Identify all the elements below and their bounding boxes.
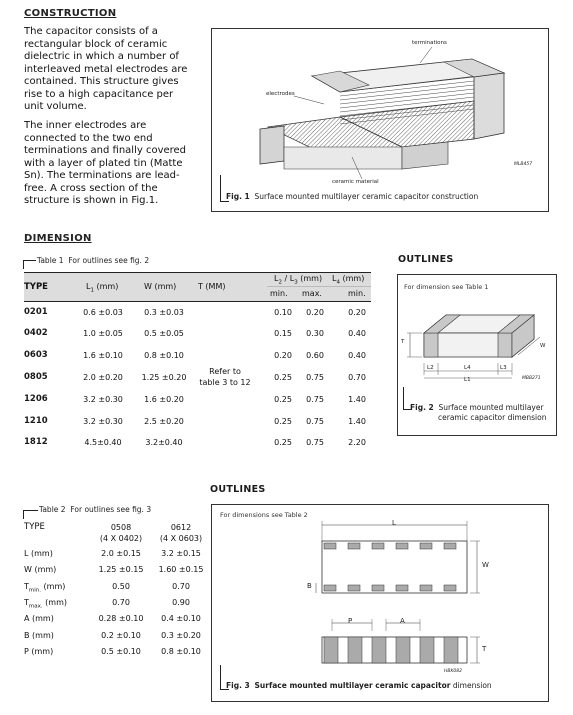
table1-value-cell: 0.70 (348, 373, 366, 382)
table1-type-cell: 1210 (24, 416, 48, 426)
table2-value-cell: 0.4 ±0.10 (161, 614, 201, 623)
fig2-label-l3: L3 (500, 365, 507, 371)
table1-value-cell: 0.25 (274, 438, 292, 447)
table1-value-cell: 3.2 ±0.30 (83, 395, 123, 404)
fig2-caption: Fig. 2 Surface mounted multilayer ceramic capacitor dimension (410, 403, 547, 422)
table1-value-cell: 0.75 (306, 417, 324, 426)
table1-value-cell: 0.15 (274, 329, 292, 338)
fig2-box (397, 274, 557, 436)
table1-value-cell: 1.40 (348, 395, 366, 404)
outlines-fig2-title: OUTLINES (398, 254, 454, 265)
table1-header-rule (24, 301, 371, 302)
table1-value-cell: 1.0 ±0.05 (83, 329, 123, 338)
table2-value-cell: 0.28 ±0.10 (98, 614, 144, 623)
fig1-code: MLB457 (514, 162, 533, 167)
table1-value-cell: 1.25 ±0.20 (141, 373, 187, 382)
table2-value-cell: 1.60 ±0.15 (158, 565, 204, 574)
table1-value-cell: 0.25 (274, 417, 292, 426)
table1-value-cell: 0.75 (306, 395, 324, 404)
fig3-label-p: P (348, 617, 353, 625)
table2-value-cell: 0.3 ±0.20 (161, 631, 201, 640)
table2-header-col2: 0612 (4 X 0603) (159, 523, 203, 543)
table1-value-cell: 3.2±0.40 (145, 438, 183, 447)
fig1-box (211, 28, 549, 212)
fig3-note: For dimensions see Table 2 (220, 511, 308, 519)
table2-value-cell: 0.70 (112, 598, 130, 607)
table1-type-cell: 0603 (24, 350, 48, 360)
table1-value-cell: 1.40 (348, 417, 366, 426)
construction-title: CONSTRUCTION (24, 8, 117, 19)
table2-value-cell: 0.50 (112, 582, 130, 591)
fig2-label-l1: L1 (464, 377, 471, 383)
construction-paragraph-2: The inner electrodes are connected to the two end terminations and finally covered with a layer of plated tin (Matte Sn). The terminations are lead- free. A cross section of the structure is shown in Fig.1. (24, 120, 187, 206)
table1-value-cell: 2.0 ±0.20 (83, 373, 123, 382)
table2-param-label: W (mm) (24, 565, 57, 574)
fig3-label-w: W (482, 561, 489, 569)
fig3-label-b: B (307, 582, 312, 590)
table1-top-rule (24, 272, 371, 273)
table1-value-cell: 0.40 (348, 351, 366, 360)
table1-value-cell: 0.30 (306, 329, 324, 338)
table1-value-cell: 3.2 ±0.30 (83, 417, 123, 426)
table1-value-cell: 4.5±0.40 (84, 438, 122, 447)
label-terminations: terminations (412, 40, 447, 46)
fig3-caption: Fig. 3 Surface mounted multilayer ceramic capacitor dimension (226, 681, 492, 690)
outline-fig3-drawing (212, 505, 548, 701)
table1-value-cell: 0.10 (274, 308, 292, 317)
table1-refer-note: Refer to table 3 to 12 (199, 367, 251, 387)
table2-param-label: L (mm) (24, 549, 53, 558)
fig2-label-l2: L2 (427, 365, 434, 371)
table2-value-cell: 1.25 ±0.15 (98, 565, 144, 574)
construction-paragraph-1: The capacitor consists of a rectangular block of ceramic dielectric in which a number of interleaved metal electrodes are contained. This structure gives rise to a high capacitance per unit volume. (24, 26, 188, 112)
table2-value-cell: 0.90 (172, 598, 190, 607)
fig3-label-t: T (482, 645, 487, 653)
fig2-code: MBB271 (522, 376, 541, 381)
table1-header-min: min. (270, 289, 288, 298)
table2-param-label: P (mm) (24, 647, 54, 656)
table1-header-type: TYPE (24, 282, 48, 292)
table1-value-cell: 0.20 (306, 308, 324, 317)
fig3-code: HBK082 (444, 669, 463, 674)
table1-value-cell: 0.20 (274, 351, 292, 360)
table1-header-min2: min. (348, 289, 366, 298)
fig2-note: For dimension see Table 1 (404, 283, 489, 291)
table1-value-cell: 0.40 (348, 329, 366, 338)
table2-param-label: $T_{min.}$ (mm) (24, 582, 66, 594)
table2-header-col1: 0508 (4 X 0402) (99, 523, 143, 543)
table2-bracket (23, 510, 38, 519)
capacitor-construction-illustration (212, 29, 548, 211)
fig3-box (211, 504, 549, 702)
table1-type-cell: 1206 (24, 394, 48, 404)
table1-value-cell: 0.75 (306, 373, 324, 382)
fig1-caption: Fig. 1 Surface mounted multilayer ceramic capacitor construction (226, 192, 479, 201)
table1-header-max: max. (302, 289, 322, 298)
table2-value-cell: 0.70 (172, 582, 190, 591)
table1-value-cell: 0.6 ±0.03 (83, 308, 123, 317)
table1-value-cell: 0.5 ±0.05 (144, 329, 184, 338)
table2-value-cell: 0.2 ±0.10 (101, 631, 141, 640)
table2-param-label: A (mm) (24, 614, 54, 623)
table1-type-cell: 0805 (24, 372, 48, 382)
table1-label: Table 1 For outlines see fig. 2 (37, 256, 150, 265)
table1-value-cell: 1.6 ±0.20 (144, 395, 184, 404)
table2-param-label: B (mm) (24, 631, 54, 640)
table1-value-cell: 0.8 ±0.10 (144, 351, 184, 360)
table1-value-cell: 0.75 (306, 438, 324, 447)
table1-header-l23: $L_2 / L_3$ (mm) (274, 274, 323, 286)
label-ceramic-material: ceramic material (332, 179, 379, 185)
label-electrodes: electrodes (266, 91, 295, 97)
fig2-label-l4: L4 (464, 365, 471, 371)
table1-bracket (23, 260, 36, 269)
fig3-label-l: L (392, 519, 396, 527)
table1-type-cell: 0402 (24, 328, 48, 338)
table1-header-t: T (MM) (198, 282, 226, 291)
table1-value-cell: 0.3 ±0.03 (144, 308, 184, 317)
fig2-label-t: T (401, 339, 405, 345)
table1-type-cell: 1812 (24, 437, 48, 447)
table1-header-l4: $L_4$ (mm) (332, 274, 365, 286)
table1-header-l1: $L_1$ (mm) (86, 282, 119, 294)
table2-value-cell: 0.8 ±0.10 (161, 647, 201, 656)
table1-value-cell: 0.20 (348, 308, 366, 317)
table1-value-cell: 0.25 (274, 373, 292, 382)
table2-value-cell: 3.2 ±0.15 (161, 549, 201, 558)
table1-value-cell: 1.6 ±0.10 (83, 351, 123, 360)
table2-label: Table 2 For outlines see fig. 3 (39, 505, 152, 514)
table1-value-cell: 2.20 (348, 438, 366, 447)
table1-value-cell: 0.60 (306, 351, 324, 360)
fig2-label-w: W (540, 343, 546, 349)
table1-value-cell: 2.5 ±0.20 (144, 417, 184, 426)
table1-header-w: W (mm) (144, 282, 177, 291)
outlines-fig3-title: OUTLINES (210, 484, 266, 495)
dimension-title: DIMENSION (24, 233, 92, 244)
table2-param-label: $T_{max.}$ (mm) (24, 598, 67, 610)
table2-value-cell: 0.5 ±0.10 (101, 647, 141, 656)
table1-type-cell: 0201 (24, 307, 48, 317)
table2-header-type: TYPE (24, 522, 45, 532)
table1-sub-rule (267, 286, 371, 287)
fig3-label-a: A (400, 617, 405, 625)
table1-value-cell: 0.25 (274, 395, 292, 404)
table2-value-cell: 2.0 ±0.15 (101, 549, 141, 558)
